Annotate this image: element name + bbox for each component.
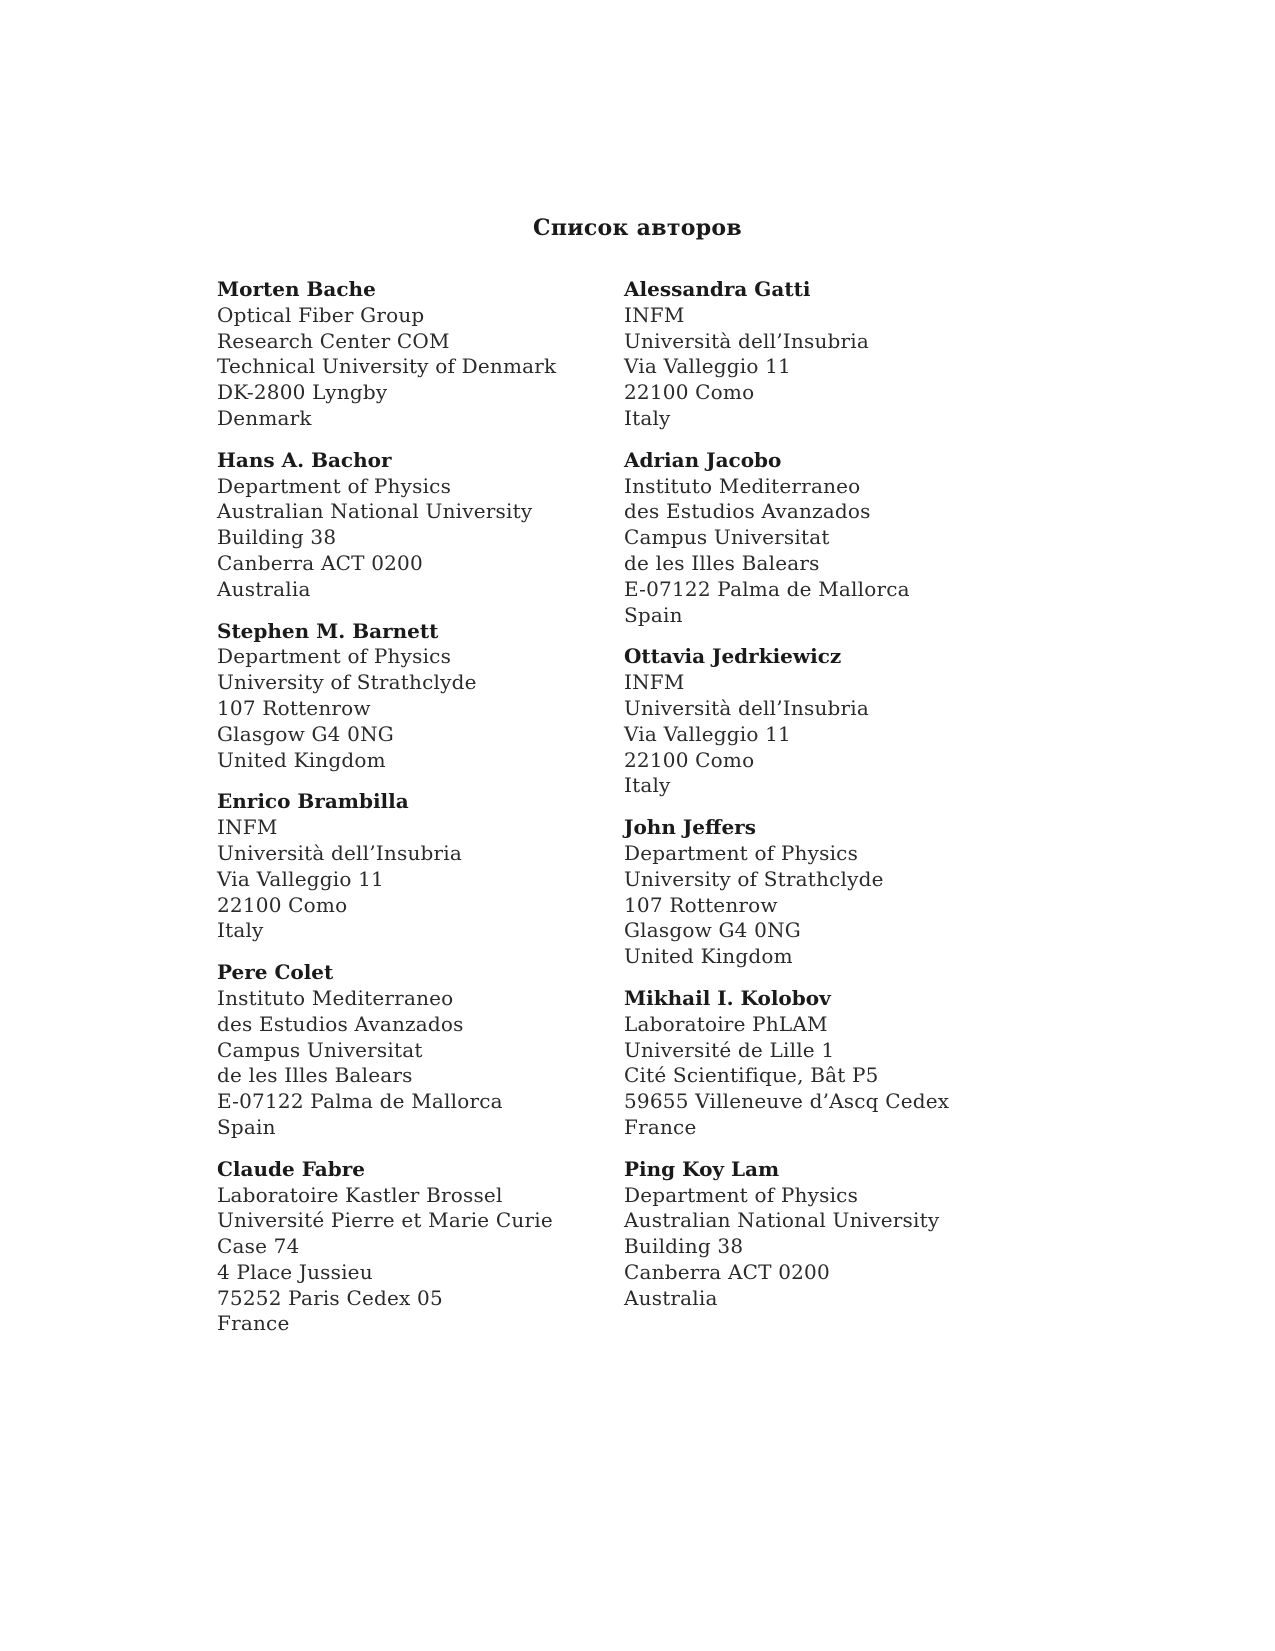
author-entry (624, 815, 1024, 970)
affiliation-line: Laboratoire PhLAM (624, 1011, 828, 1036)
affiliation-line: University of Strathclyde (217, 670, 477, 695)
affiliation-line: Italy (217, 918, 264, 943)
affiliation-line: France (217, 1311, 290, 1336)
affiliation-line: E-07122 Palma de Mallorca (624, 576, 910, 601)
author-entry (624, 644, 1024, 799)
affiliation-line: 107 Rottenrow (624, 892, 778, 917)
affiliation-line: Spain (624, 602, 683, 627)
affiliation-line: Laboratoire Kastler Brossel (217, 1182, 503, 1207)
authors-column-right (624, 277, 1024, 1327)
author-entry (217, 619, 617, 774)
affiliation-line: INFM (624, 670, 685, 695)
affiliation-line: Université de Lille 1 (624, 1037, 835, 1062)
affiliation-line: Campus Universitat (217, 1037, 423, 1062)
affiliation-line: Italy (624, 773, 671, 798)
author-entry (624, 277, 1024, 432)
affiliation-line: de les Illes Balears (624, 550, 820, 575)
affiliation-line: Università dell’Insubria (624, 695, 870, 720)
affiliation-line: Cité Scientifique, Bât P5 (624, 1063, 879, 1088)
affiliation-line: Research Center COM (217, 328, 450, 353)
author-entry (217, 960, 617, 1141)
affiliation-line: 22100 Como (217, 892, 348, 917)
affiliation-line: Via Valleggio 11 (624, 721, 791, 746)
author-entry (624, 986, 1024, 1141)
affiliation-line: Instituto Mediterraneo (624, 473, 861, 498)
affiliation-line: Università dell’Insubria (624, 328, 870, 353)
affiliation-line: Università dell’Insubria (217, 840, 463, 865)
affiliation-line: Australian National University (624, 1208, 940, 1233)
affiliation-line: Glasgow G4 0NG (217, 721, 394, 746)
affiliation-line: 59655 Villeneuve d’Ascq Cedex (624, 1089, 950, 1114)
affiliation-line: Building 38 (217, 525, 337, 550)
affiliation-line: INFM (624, 302, 685, 327)
author-name: John Jeffers (624, 815, 756, 840)
affiliation-line: 75252 Paris Cedex 05 (217, 1285, 443, 1310)
author-name: Pere Colet (217, 960, 334, 985)
affiliation-line: Spain (217, 1114, 276, 1139)
affiliation-line: Department of Physics (624, 1182, 859, 1207)
affiliation-line: Glasgow G4 0NG (624, 918, 801, 943)
affiliation-line: Campus Universitat (624, 525, 830, 550)
author-entry (217, 1157, 617, 1338)
affiliation-line: Canberra ACT 0200 (217, 550, 423, 575)
author-name: Morten Bache (217, 277, 376, 301)
affiliation-line: 22100 Como (624, 380, 755, 405)
affiliation-line: Technical University of Denmark (217, 354, 557, 379)
author-name: Mikhail I. Kolobov (624, 985, 831, 1010)
affiliation-line: Building 38 (624, 1234, 744, 1259)
affiliation-line: Department of Physics (624, 840, 859, 865)
author-entry (217, 277, 617, 432)
affiliation-line: DK-2800 Lyngby (217, 380, 388, 405)
affiliation-line: Italy (624, 405, 671, 430)
affiliation-line: des Estudios Avanzados (624, 499, 871, 524)
affiliation-line: 4 Place Jussieu (217, 1259, 373, 1284)
affiliation-line: Via Valleggio 11 (624, 354, 791, 379)
affiliation-line: Optical Fiber Group (217, 302, 425, 327)
affiliation-line: INFM (217, 815, 278, 840)
affiliation-line: University of Strathclyde (624, 866, 884, 891)
affiliation-line: Université Pierre et Marie Curie (217, 1208, 553, 1233)
author-name: Stephen M. Barnett (217, 618, 439, 643)
affiliation-line: United Kingdom (624, 944, 793, 969)
author-entry (217, 448, 617, 603)
author-name: Claude Fabre (217, 1156, 365, 1181)
affiliation-line: Canberra ACT 0200 (624, 1259, 830, 1284)
affiliation-line: Australia (624, 1285, 718, 1310)
author-name: Ping Koy Lam (624, 1156, 780, 1181)
affiliation-line: Department of Physics (217, 473, 452, 498)
author-name: Ottavia Jedrkiewicz (624, 644, 842, 669)
affiliation-line: France (624, 1114, 697, 1139)
affiliation-line: Via Valleggio 11 (217, 866, 384, 891)
page-title: Список авторов (533, 215, 742, 241)
affiliation-line: E-07122 Palma de Mallorca (217, 1089, 503, 1114)
affiliation-line: des Estudios Avanzados (217, 1011, 464, 1036)
author-name: Enrico Brambilla (217, 789, 409, 814)
author-entry (624, 1157, 1024, 1312)
affiliation-line: de les Illes Balears (217, 1063, 413, 1088)
authors-column-left (217, 277, 617, 1353)
author-entry (624, 448, 1024, 629)
author-name: Hans A. Bachor (217, 447, 392, 472)
affiliation-line: 22100 Como (624, 747, 755, 772)
author-entry (217, 789, 617, 944)
author-name: Alessandra Gatti (624, 277, 811, 301)
author-name: Adrian Jacobo (624, 447, 782, 472)
affiliation-line: United Kingdom (217, 747, 386, 772)
affiliation-line: Case 74 (217, 1234, 300, 1259)
affiliation-line: Australian National University (217, 499, 533, 524)
affiliation-line: Department of Physics (217, 644, 452, 669)
affiliation-line: Denmark (217, 405, 312, 430)
affiliation-line: 107 Rottenrow (217, 695, 371, 720)
affiliation-line: Instituto Mediterraneo (217, 985, 454, 1010)
affiliation-line: Australia (217, 576, 311, 601)
